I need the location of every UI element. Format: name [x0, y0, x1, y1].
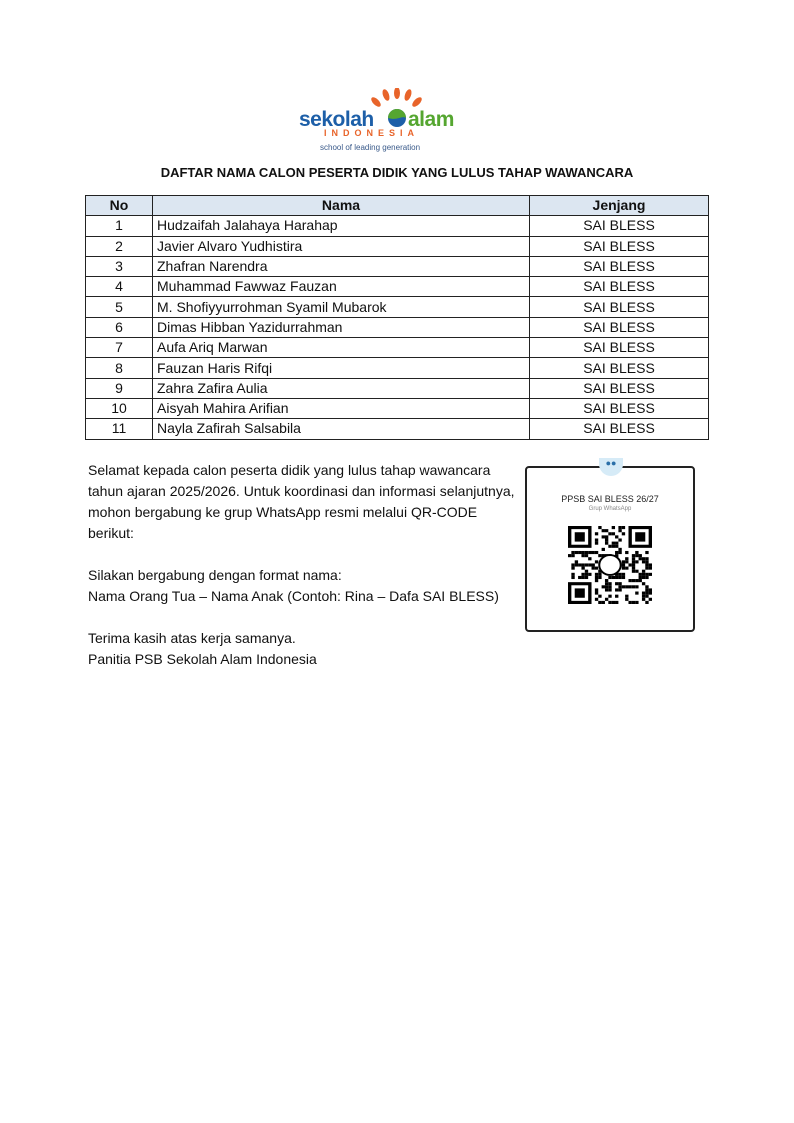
table-row — [86, 317, 709, 337]
cell-no: 8 — [86, 358, 153, 378]
cell-jenjang: SAI BLESS — [530, 338, 709, 358]
table-row — [86, 216, 709, 236]
qr-code[interactable] — [568, 526, 652, 604]
cell-jenjang: SAI BLESS — [530, 277, 709, 297]
cell-nama: Zahra Zafira Aulia — [153, 378, 530, 398]
header-nama: Nama — [153, 196, 530, 216]
message — [88, 460, 518, 670]
group-subtitle: Grup WhatsApp — [588, 506, 632, 512]
cell-jenjang: SAI BLESS — [530, 317, 709, 337]
header-jenjang: Jenjang — [530, 196, 709, 216]
cell-no: 6 — [86, 317, 153, 337]
cell-nama: Javier Alvaro Yudhistira — [153, 236, 530, 256]
table-row — [86, 256, 709, 276]
whatsapp-qr-card[interactable] — [525, 458, 695, 632]
cell-no: 9 — [86, 378, 153, 398]
table-row — [86, 236, 709, 256]
cell-jenjang: SAI BLESS — [530, 297, 709, 317]
cell-no: 3 — [86, 256, 153, 276]
page-title: DAFTAR NAMA CALON PESERTA DIDIK YANG LULUS TAHAP WAWANCARA — [160, 165, 634, 180]
school-logo — [296, 88, 466, 158]
message-signature: Panitia PSB Sekolah Alam Indonesia — [88, 651, 317, 667]
table-row — [86, 277, 709, 297]
table-row — [86, 358, 709, 378]
header-no: No — [86, 196, 153, 216]
results-table — [85, 195, 709, 440]
cell-jenjang: SAI BLESS — [530, 358, 709, 378]
table-header-row — [86, 196, 709, 216]
logo-tagline: school of leading generation — [320, 143, 421, 152]
cell-no: 4 — [86, 277, 153, 297]
cell-nama: Muhammad Fawwaz Fauzan — [153, 277, 530, 297]
message-thanks: Terima kasih atas kerja samanya. — [88, 630, 296, 646]
group-icon: ●● — [599, 458, 623, 476]
message-format-label: Silakan bergabung dengan format nama: — [88, 567, 342, 583]
cell-no: 10 — [86, 398, 153, 418]
cell-jenjang: SAI BLESS — [530, 398, 709, 418]
cell-jenjang: SAI BLESS — [530, 216, 709, 236]
cell-jenjang: SAI BLESS — [530, 378, 709, 398]
logo-word-sekolah: sekolah — [299, 108, 374, 131]
cell-no: 11 — [86, 419, 153, 439]
cell-no: 7 — [86, 338, 153, 358]
group-name: PPSB SAI BLESS 26/27 — [561, 494, 659, 504]
logo-word-alam: alam — [408, 108, 454, 131]
cell-nama: Hudzaifah Jalahaya Harahap — [153, 216, 530, 236]
message-format-example: Nama Orang Tua – Nama Anak (Contoh: Rina – Dafa SAI BLESS) — [88, 588, 499, 604]
logo-subtitle: INDONESIA — [324, 128, 420, 138]
cell-no: 5 — [86, 297, 153, 317]
message-intro: Selamat kepada calon peserta didik yang lulus tahap wawancara tahun ajaran 2025/2026. Untuk koordinasi dan informasi selanjutnya, mohon bergabung ke grup WhatsApp resmi melalui QR-CODE berikut: — [88, 462, 515, 541]
cell-nama: M. Shofiyyurrohman Syamil Mubarok — [153, 297, 530, 317]
cell-no: 2 — [86, 236, 153, 256]
cell-nama: Zhafran Narendra — [153, 256, 530, 276]
cell-jenjang: SAI BLESS — [530, 419, 709, 439]
table-row — [86, 398, 709, 418]
cell-nama: Aisyah Mahira Arifian — [153, 398, 530, 418]
table-row — [86, 338, 709, 358]
cell-jenjang: SAI BLESS — [530, 256, 709, 276]
cell-nama: Nayla Zafirah Salsabila — [153, 419, 530, 439]
cell-nama: Dimas Hibban Yazidurrahman — [153, 317, 530, 337]
table-row — [86, 297, 709, 317]
cell-no: 1 — [86, 216, 153, 236]
table-row — [86, 378, 709, 398]
cell-nama: Aufa Ariq Marwan — [153, 338, 530, 358]
cell-jenjang: SAI BLESS — [530, 236, 709, 256]
cell-nama: Fauzan Haris Rifqi — [153, 358, 530, 378]
table-row — [86, 419, 709, 439]
